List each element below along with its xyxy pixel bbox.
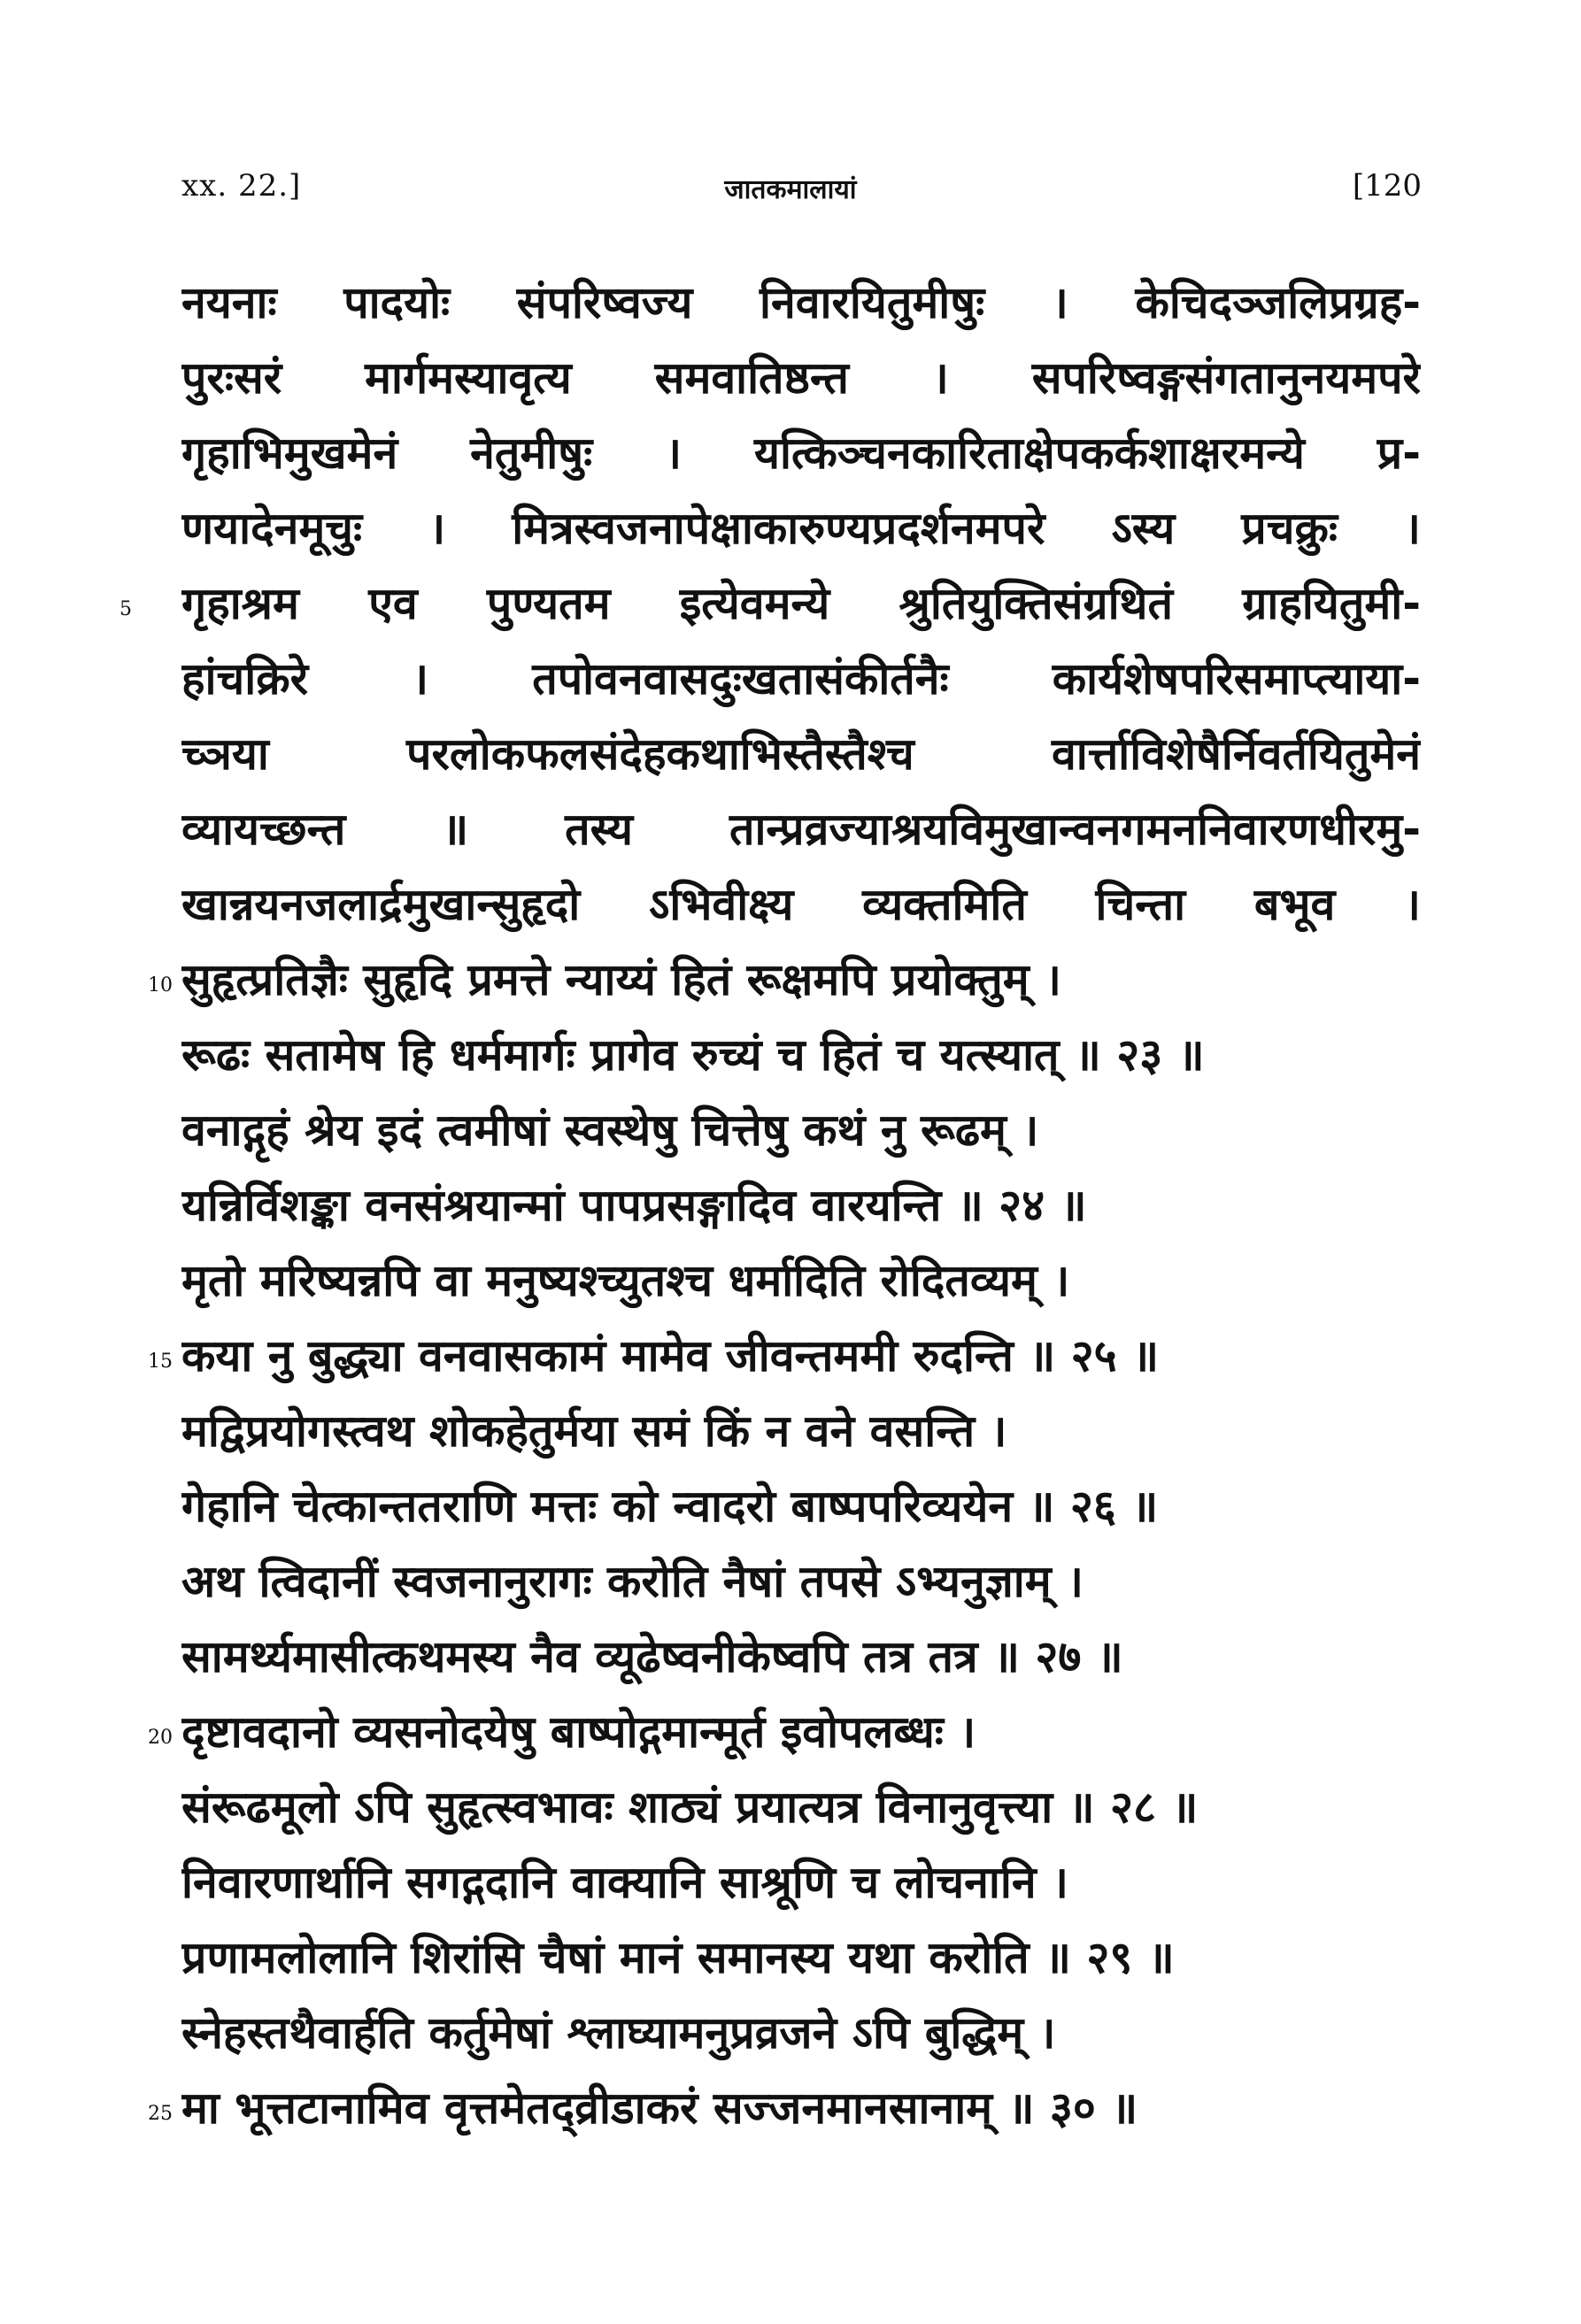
line-text: गृहाभिमुखमेनं नेतुमीषुः । यत्किञ्चनकारिताक्षेपकर्कशाक्षरमन्ये प्र- bbox=[181, 427, 1421, 479]
running-title: जातकमालायां bbox=[724, 174, 857, 205]
verse-line bbox=[181, 1243, 1421, 1319]
line-text: कया नु बुद्ध्या वनवासकामं मामेव जीवन्तममी रुदन्ति ॥ २५ ॥ bbox=[181, 1330, 1160, 1381]
line-text: दृष्टावदानो व्यसनोदयेषु बाष्पोद्गमान्मूर्त इवोपलब्धः । bbox=[181, 1706, 976, 1758]
text-line bbox=[120, 566, 1421, 642]
line-text: च्ञया परलोकफलसंदेहकथाभिस्तैस्तैश्च वार्त्ताविशेषैर्निवर्तयितुमेनं bbox=[181, 728, 1421, 780]
verse-line bbox=[181, 1168, 1421, 1243]
text-line bbox=[181, 341, 1421, 416]
line-text: वनाद्गृहं श्रेय इदं त्वमीषां स्वस्थेषु चित्तेषु कथं नु रूढम् । bbox=[181, 1104, 1039, 1156]
verse-block bbox=[148, 943, 1421, 2146]
verse-line bbox=[181, 1394, 1421, 1469]
verse-line bbox=[181, 1770, 1421, 1845]
verse-line bbox=[181, 1469, 1421, 1544]
verse-line bbox=[181, 1845, 1421, 1920]
line-text: अथ त्विदानीं स्वजनानुरागः करोति नैषां तपसे ऽभ्यनुज्ञाम् । bbox=[181, 1556, 1084, 1607]
line-text: मृतो मरिष्यन्नपि वा मनुष्यश्च्युतश्च धर्मादिति रोदितव्यम् । bbox=[181, 1255, 1070, 1306]
verse-line bbox=[181, 1018, 1421, 1093]
line-text: नयनाः पादयोः संपरिष्वज्य निवारयितुमीषुः । केचिदञ्जलिप्रग्रह- bbox=[181, 277, 1421, 328]
prose-block bbox=[120, 265, 1421, 943]
verse-line bbox=[181, 1620, 1421, 1695]
line-text: मद्विप्रयोगस्त्वथ शोकहेतुर्मया समं किं न वने वसन्ति । bbox=[181, 1405, 1007, 1457]
line-number: 15 bbox=[148, 1351, 173, 1373]
verse-line bbox=[181, 1920, 1421, 1996]
line-text: गेहानि चेत्कान्ततराणि मत्तः को न्वादरो बाष्पपरिव्ययेन ॥ २६ ॥ bbox=[181, 1481, 1159, 1532]
line-number: 20 bbox=[148, 1727, 173, 1749]
line-text: सामर्थ्यमासीत्कथमस्य नैव व्यूढेष्वनीकेष्वपि तत्र तत्र ॥ २७ ॥ bbox=[181, 1631, 1123, 1682]
verse-line bbox=[181, 1093, 1421, 1168]
line-text: संरूढमूलो ऽपि सुहृत्स्वभावः शाठ्यं प्रयात्यत्र विनानुवृत्त्या ॥ २८ ॥ bbox=[181, 1781, 1199, 1833]
verse-line bbox=[148, 943, 1421, 1018]
line-text: सुहृत्प्रतिज्ञैः सुहृदि प्रमत्ते न्याय्यं हितं रूक्षमपि प्रयोक्तुम् । bbox=[181, 954, 1061, 1005]
verse-line bbox=[148, 2071, 1421, 2146]
line-text: व्यायच्छन्त ॥ तस्य तान्प्रव्रज्याश्रयविमुखान्वनगमननिवारणधीरमु- bbox=[181, 804, 1421, 855]
line-text: निवारणार्थानि सगद्गदानि वाक्यानि साश्रूणि च लोचनानि । bbox=[181, 1857, 1068, 1908]
body-text bbox=[120, 265, 1421, 2146]
line-text: खान्नयनजलार्द्रमुखान्सुहृदो ऽभिवीक्ष्य व्यक्तमिति चिन्ता बभूव । bbox=[181, 879, 1421, 930]
text-line bbox=[181, 792, 1421, 867]
line-text: रूढः सतामेष हि धर्ममार्गः प्रागेव रुच्यं च हितं च यत्स्यात् ॥ २३ ॥ bbox=[181, 1029, 1205, 1081]
line-text: हांचक्रिरे । तपोवनवासदुःखतासंकीर्तनैः कार्यशेषपरिसमाप्त्याया- bbox=[181, 653, 1421, 704]
line-text: मा भूत्तटानामिव वृत्तमेतद्व्रीडाकरं सज्जनमानसानाम् ॥ ३० ॥ bbox=[181, 2082, 1138, 2134]
verse-line bbox=[181, 1544, 1421, 1620]
verse-line bbox=[148, 1695, 1421, 1770]
text-line bbox=[181, 265, 1421, 341]
text-line bbox=[181, 416, 1421, 491]
text-line bbox=[181, 717, 1421, 792]
line-text: यन्निर्विशङ्का वनसंश्रयान्मां पापप्रसङ्गादिव वारयन्ति ॥ २४ ॥ bbox=[181, 1180, 1087, 1231]
text-line bbox=[181, 867, 1421, 943]
running-head bbox=[0, 168, 1581, 221]
line-number: 5 bbox=[120, 598, 132, 620]
verse-line bbox=[148, 1319, 1421, 1394]
line-text: णयादेनमूचुः । मित्रस्वजनापेक्षाकारुण्यप्रदर्शनमपरे ऽस्य प्रचक्रुः । bbox=[181, 503, 1421, 554]
line-text: गृहाश्रम एव पुण्यतम इत्येवमन्ये श्रुतियुक्तिसंग्रथितं ग्राहयितुमी- bbox=[181, 578, 1421, 629]
line-number: 10 bbox=[148, 974, 173, 997]
line-text: पुरःसरं मार्गमस्यावृत्य समवातिष्ठन्त । सपरिष्वङ्गसंगतानुनयमपरे bbox=[181, 352, 1421, 404]
page-number: [120 bbox=[1352, 168, 1422, 204]
line-number: 25 bbox=[148, 2103, 173, 2125]
verse-line bbox=[181, 1996, 1421, 2071]
text-line bbox=[181, 642, 1421, 717]
line-text: स्नेहस्तथैवार्हति कर्तुमेषां श्लाघ्यामनुप्रव्रजने ऽपि बुद्धिम् । bbox=[181, 2007, 1056, 2059]
text-line bbox=[181, 491, 1421, 566]
section-reference: xx. 22.] bbox=[181, 168, 302, 204]
line-text: प्रणामलोलानि शिरांसि चैषां मानं समानस्य यथा करोति ॥ २९ ॥ bbox=[181, 1932, 1175, 1983]
